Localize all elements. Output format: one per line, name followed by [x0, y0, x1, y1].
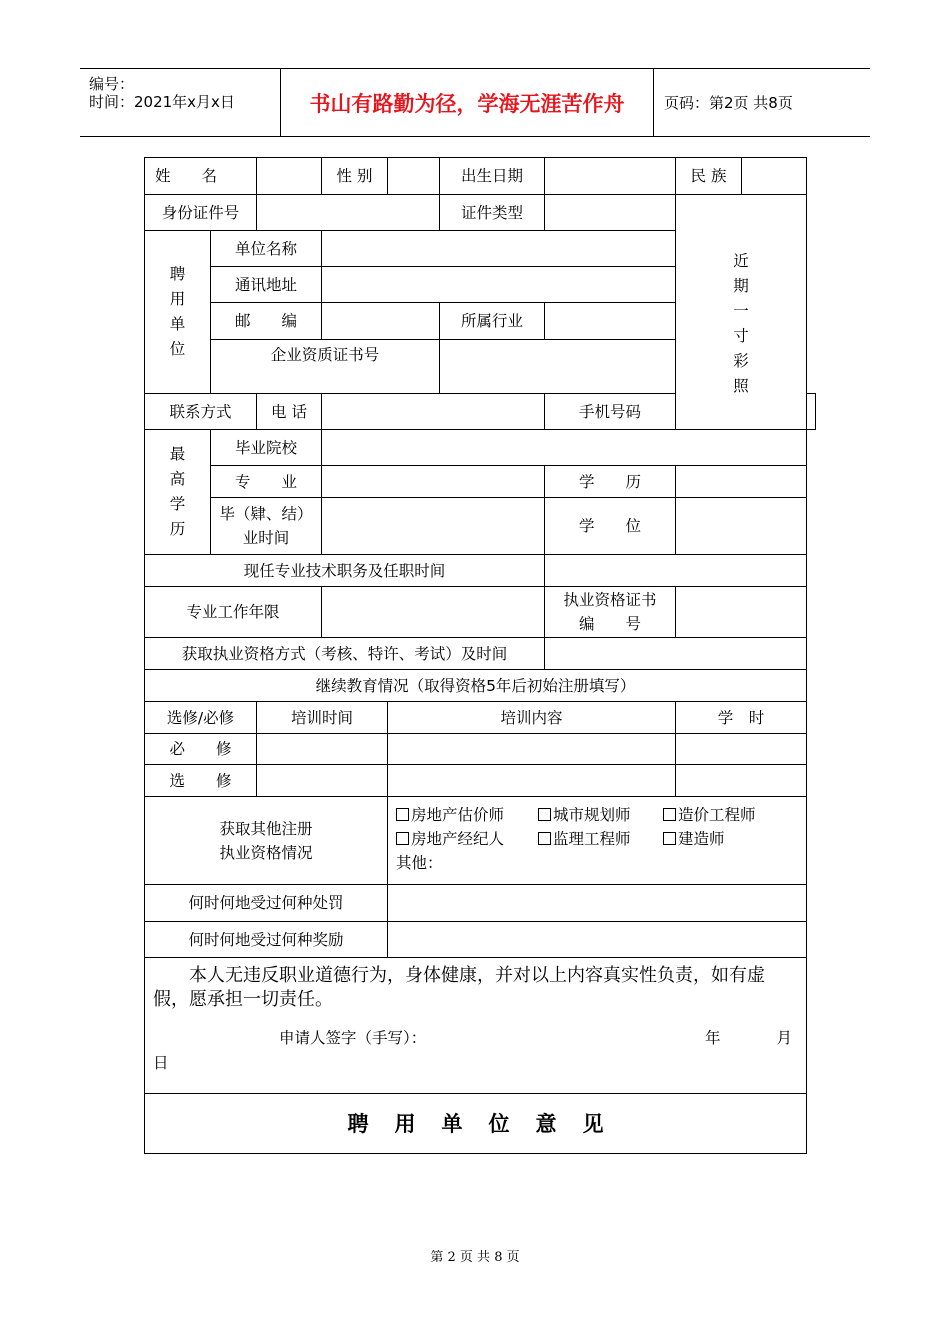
contact-label: 联系方式 — [145, 394, 257, 430]
work-years-field[interactable] — [322, 587, 545, 638]
option-supervisor[interactable]: 监理工程师 — [538, 827, 663, 851]
train-content-header: 培训内容 — [388, 702, 676, 734]
checkbox-icon[interactable] — [396, 808, 409, 821]
required-time-field[interactable] — [257, 734, 388, 765]
other-registration-label: 获取其他注册 执业资格情况 — [145, 797, 388, 885]
elective-time-field[interactable] — [257, 765, 388, 797]
option-appraiser[interactable]: 房地产估价师 — [396, 803, 538, 827]
name-field[interactable] — [257, 158, 322, 195]
industry-field[interactable] — [545, 303, 676, 340]
required-hours-field[interactable] — [676, 734, 807, 765]
mobile-label: 手机号码 — [545, 394, 676, 430]
address-field[interactable] — [322, 267, 676, 303]
hours-header: 学 时 — [676, 702, 807, 734]
checkbox-icon[interactable] — [663, 832, 676, 845]
id-number-label: 身份证件号 — [145, 195, 257, 231]
major-field[interactable] — [322, 466, 545, 498]
award-field[interactable] — [388, 922, 807, 958]
required-content-field[interactable] — [388, 734, 676, 765]
serial-label: 编号： — [89, 75, 135, 93]
other-registration-options — [388, 797, 807, 885]
header-page-info: 页码：第2页 共8页 — [664, 94, 793, 112]
checkbox-icon[interactable] — [663, 808, 676, 821]
name-label: 姓 名 — [145, 158, 257, 195]
cert-no-field[interactable] — [676, 587, 807, 638]
award-label: 何时何地受过何种奖励 — [145, 922, 388, 958]
elective-required-header: 选修/必修 — [145, 702, 257, 734]
elective-hours-field[interactable] — [676, 765, 807, 797]
gender-label: 性 别 — [322, 158, 388, 195]
postcode-label: 邮 编 — [211, 303, 322, 340]
month-label: 月 — [776, 1029, 792, 1047]
option-constructor[interactable]: 建造师 — [663, 830, 725, 848]
declaration-block — [145, 958, 807, 1094]
work-years-label: 专业工作年限 — [145, 587, 322, 638]
qualification-cert-field[interactable] — [440, 340, 676, 394]
unit-name-label: 单位名称 — [211, 231, 322, 267]
page-header — [80, 68, 870, 137]
qualification-cert-label: 企业资质证书号 — [211, 340, 440, 394]
industry-label: 所属行业 — [440, 303, 545, 340]
header-meta — [80, 69, 281, 136]
option-broker[interactable]: 房地产经纪人 — [396, 827, 538, 851]
degree-field[interactable] — [676, 498, 807, 555]
school-label: 毕业院校 — [211, 430, 322, 466]
school-field[interactable] — [322, 430, 807, 466]
obtain-method-field[interactable] — [545, 638, 807, 670]
id-number-field[interactable] — [257, 195, 440, 231]
year-label: 年 — [705, 1029, 721, 1047]
signature-label: 申请人签字（手写）： — [279, 1029, 427, 1047]
option-other[interactable]: 其他： — [396, 854, 443, 872]
ethnicity-field[interactable] — [742, 158, 807, 195]
phone-field[interactable] — [322, 394, 545, 430]
unit-name-field[interactable] — [322, 231, 676, 267]
checkbox-icon[interactable] — [396, 832, 409, 845]
declaration-text: 本人无违反职业道德行为，身体健康，并对以上内容真实性负责，如有虚假，愿承担一切责任。 — [153, 965, 765, 1010]
train-time-header: 培训时间 — [257, 702, 388, 734]
id-type-label: 证件类型 — [440, 195, 545, 231]
education-label: 学 历 — [545, 466, 676, 498]
education-field[interactable] — [676, 466, 807, 498]
penalty-field[interactable] — [388, 885, 807, 922]
checkbox-icon[interactable] — [538, 808, 551, 821]
option-cost-engineer[interactable]: 造价工程师 — [663, 806, 756, 824]
day-label: 日 — [153, 1054, 169, 1072]
photo-label: 近期一寸彩照 — [733, 252, 749, 395]
penalty-label: 何时何地受过何种处罚 — [145, 885, 388, 922]
gender-field[interactable] — [388, 158, 440, 195]
mobile-field[interactable] — [807, 394, 816, 430]
ethnicity-label: 民 族 — [676, 158, 742, 195]
employer-label: 聘用单位 — [145, 231, 211, 394]
id-type-field[interactable] — [545, 195, 676, 231]
page-footer: 第 2 页 共 8 页 — [430, 1250, 520, 1265]
birth-date-label: 出生日期 — [440, 158, 545, 195]
checkbox-icon[interactable] — [538, 832, 551, 845]
employer-opinion-heading: 聘用单位意见 — [145, 1094, 807, 1154]
header-motto: 书山有路勤为径，学海无涯苦作舟 — [281, 69, 654, 136]
registration-form — [144, 157, 816, 1154]
photo-box[interactable] — [676, 195, 807, 430]
continuing-education-heading: 继续教育情况（取得资格5年后初始注册填写） — [145, 670, 807, 702]
degree-label: 学 位 — [545, 498, 676, 555]
grad-time-field[interactable] — [322, 498, 545, 555]
birth-date-field[interactable] — [545, 158, 676, 195]
cert-no-label: 执业资格证书 编 号 — [545, 587, 676, 638]
highest-edu-label: 最高学历 — [145, 430, 211, 555]
major-label: 专 业 — [211, 466, 322, 498]
phone-label: 电 话 — [257, 394, 322, 430]
postcode-field[interactable] — [322, 303, 440, 340]
signature-line — [153, 1026, 796, 1076]
time-label: 时间：2021年x月x日 — [89, 93, 235, 111]
current-title-label: 现任专业技术职务及任职时间 — [145, 555, 545, 587]
elective-row-label: 选 修 — [145, 765, 257, 797]
obtain-method-label: 获取执业资格方式（考核、特许、考试）及时间 — [145, 638, 545, 670]
option-planner[interactable]: 城市规划师 — [538, 803, 663, 827]
address-label: 通讯地址 — [211, 267, 322, 303]
grad-time-label: 毕（肄、结） 业时间 — [211, 498, 322, 555]
required-row-label: 必 修 — [145, 734, 257, 765]
current-title-field[interactable] — [545, 555, 807, 587]
elective-content-field[interactable] — [388, 765, 676, 797]
